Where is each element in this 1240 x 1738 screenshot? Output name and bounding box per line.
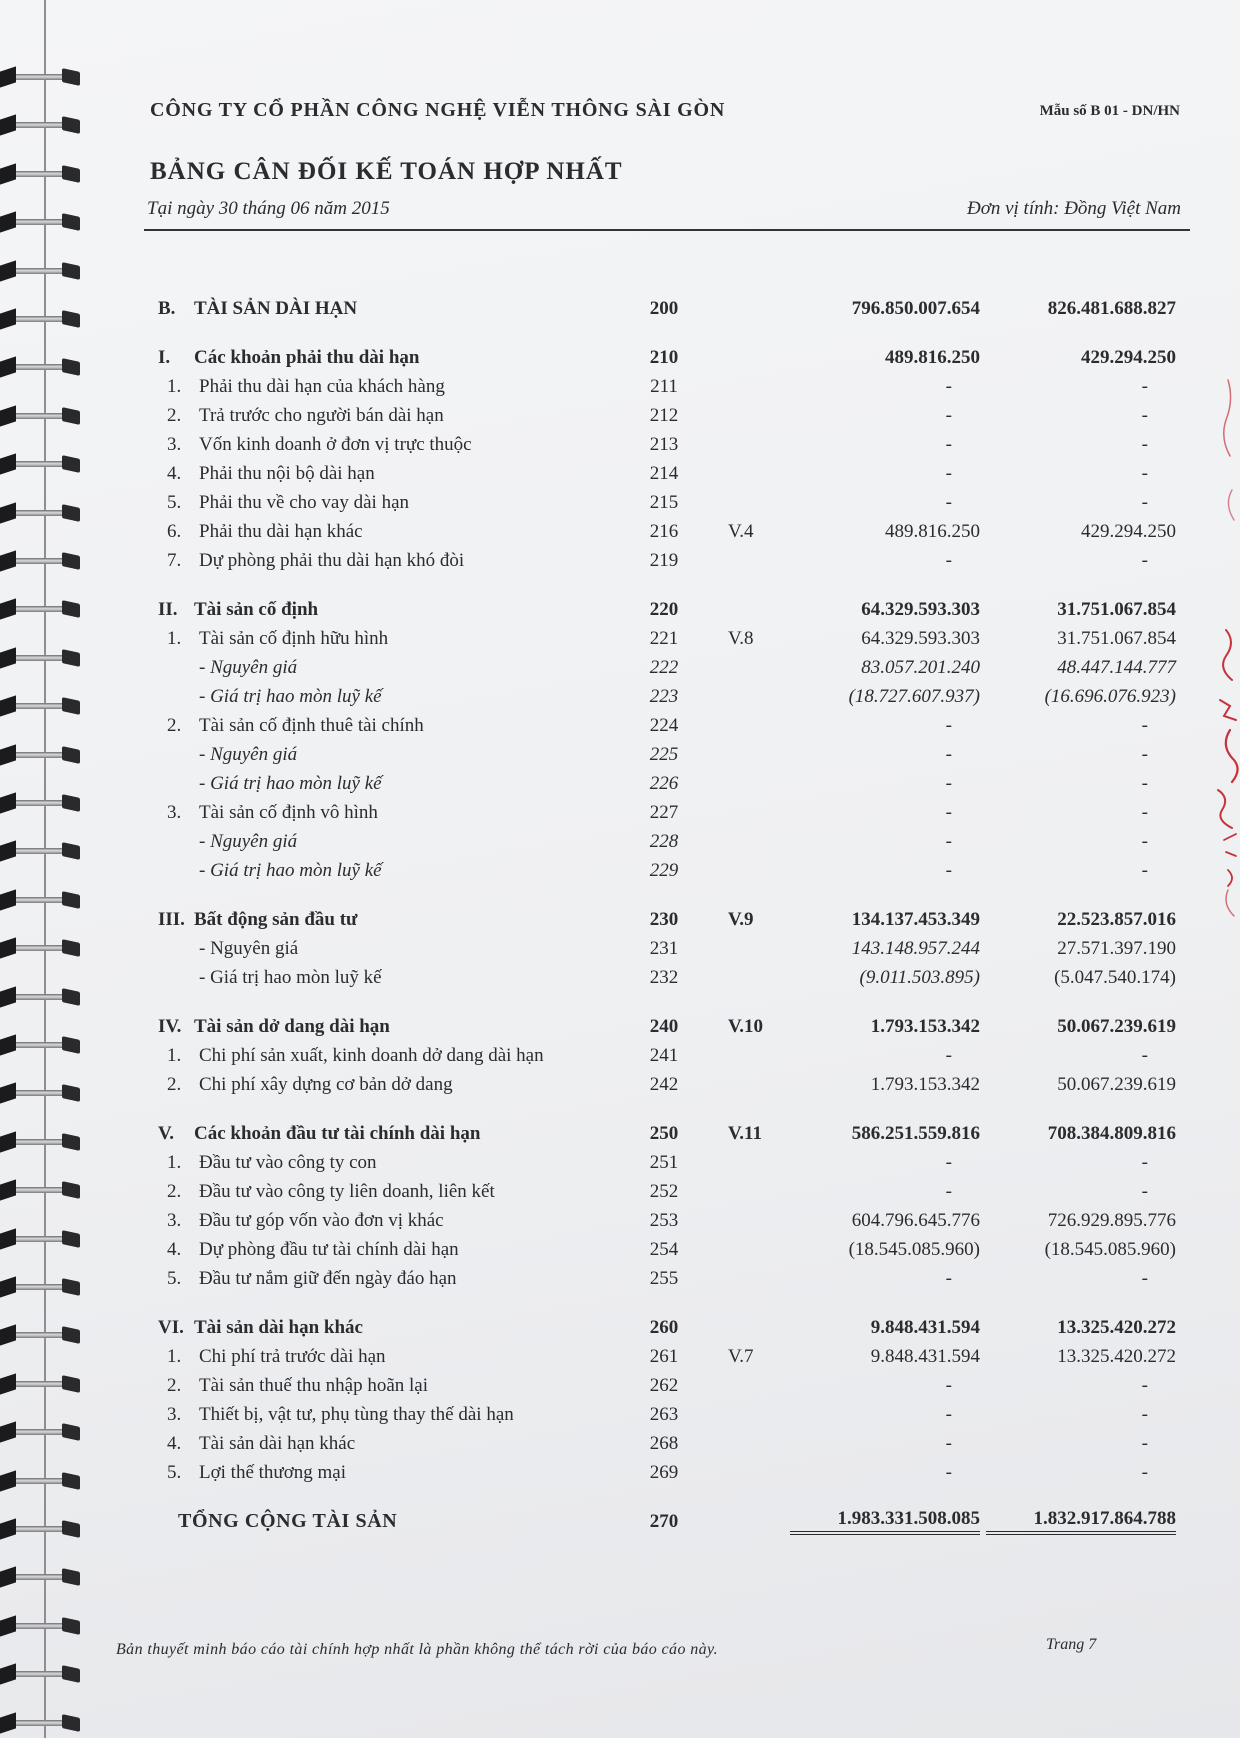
row-note: V.9 — [728, 909, 754, 930]
row-label: Dự phòng phải thu dài hạn khó đòi — [199, 550, 465, 571]
row-number: 5. — [167, 1462, 182, 1483]
binding-ring — [0, 1715, 82, 1731]
amount-col-2: 50.067.239.619 — [1057, 1074, 1176, 1095]
row-note: V.8 — [728, 628, 754, 649]
row-label: - Nguyên giá — [199, 938, 299, 959]
row-note: V.11 — [728, 1123, 762, 1144]
row-label: - Nguyên giá — [199, 657, 298, 678]
row-code: 211 — [650, 376, 678, 397]
row-number: 2. — [167, 1181, 182, 1202]
binding-ring — [0, 214, 82, 230]
row-label: Đầu tư vào công ty con — [199, 1152, 377, 1173]
binding-ring — [0, 1618, 82, 1634]
amount-col-2: - — [1141, 802, 1148, 823]
row-code: 228 — [649, 831, 679, 852]
amount-col-1: 64.329.593.303 — [861, 599, 980, 620]
amount-col-2: 13.325.420.272 — [1057, 1346, 1176, 1367]
amount-col-2: 726.929.895.776 — [1047, 1210, 1176, 1231]
line-item-row — [0, 1148, 1240, 1177]
row-code: 224 — [649, 715, 679, 736]
amount-col-2: - — [1141, 550, 1148, 571]
row-code: 270 — [649, 1511, 679, 1532]
row-label: Lợi thế thương mại — [199, 1462, 347, 1483]
currency-unit: Đơn vị tính: Đồng Việt Nam — [966, 198, 1181, 219]
amount-col-1: 9.848.431.594 — [870, 1346, 980, 1367]
binding-ring-hook — [62, 1665, 80, 1683]
row-label: Tài sản dở dang dài hạn — [194, 1016, 390, 1037]
line-item-row — [0, 1342, 1240, 1371]
amount-col-2: 826.481.688.827 — [1047, 298, 1176, 319]
row-code: 222 — [649, 657, 679, 678]
sub-item-row — [0, 653, 1240, 682]
row-number: 7. — [167, 550, 182, 571]
binding-ring-clip — [0, 163, 16, 184]
line-item-row — [0, 1458, 1240, 1487]
line-item-row — [0, 430, 1240, 459]
statement-date: Tại ngày 30 tháng 06 năm 2015 — [147, 198, 390, 219]
row-label: - Nguyên giá — [199, 831, 298, 852]
row-label: Bất động sản đầu tư — [194, 909, 358, 930]
row-number: 5. — [167, 1268, 182, 1289]
row-label: Các khoản đầu tư tài chính dài hạn — [194, 1123, 481, 1144]
binding-ring-clip — [0, 115, 16, 136]
amount-col-1: 489.816.250 — [885, 521, 980, 542]
form-code: Mẫu số B 01 - DN/HN — [1039, 103, 1180, 119]
binding-ring-hook — [62, 68, 80, 86]
amount-col-2: - — [1141, 715, 1148, 736]
row-code: 210 — [649, 347, 679, 368]
amount-col-2: 13.325.420.272 — [1057, 1317, 1176, 1338]
amount-col-1: - — [945, 434, 952, 455]
row-code: 251 — [649, 1152, 679, 1173]
amount-col-1: 586.251.559.816 — [851, 1123, 980, 1144]
row-label: Thiết bị, vật tư, phụ tùng thay thế dài hạn — [199, 1404, 514, 1425]
row-number: IV. — [158, 1016, 182, 1037]
row-label: Vốn kinh doanh ở đơn vị trực thuộc — [199, 434, 472, 455]
row-number: 3. — [167, 434, 182, 455]
row-label: - Giá trị hao mòn luỹ kế — [199, 773, 382, 794]
line-item-row — [0, 624, 1240, 653]
row-label: Dự phòng đầu tư tài chính dài hạn — [199, 1239, 459, 1260]
row-code: 226 — [649, 773, 679, 794]
company-name: CÔNG TY CỔ PHẦN CÔNG NGHỆ VIỄN THÔNG SÀI GÒN — [150, 99, 726, 121]
group-row — [0, 343, 1240, 372]
row-label: TỔNG CỘNG TÀI SẢN — [178, 1510, 398, 1532]
row-code: 213 — [649, 434, 679, 455]
row-code: 221 — [649, 628, 679, 649]
row-code: 252 — [649, 1181, 679, 1202]
row-number: 2. — [167, 715, 182, 736]
row-label: Chi phí xây dựng cơ bản dở dang — [199, 1074, 453, 1095]
row-code: 230 — [649, 909, 679, 930]
amount-col-1: - — [945, 550, 952, 571]
amount-col-1: - — [945, 1462, 952, 1483]
amount-col-2: - — [1141, 1152, 1148, 1173]
row-note: V.4 — [728, 521, 754, 542]
amount-col-1: - — [945, 376, 952, 397]
amount-col-2: 429.294.250 — [1081, 521, 1176, 542]
line-item-row — [0, 1371, 1240, 1400]
row-number: 4. — [167, 463, 182, 484]
binding-ring-clip — [0, 1712, 16, 1733]
row-number: 1. — [167, 628, 182, 649]
row-number: 4. — [167, 1433, 182, 1454]
balance-sheet-table — [0, 294, 1240, 1536]
page-number: Trang 7 — [1046, 1636, 1097, 1653]
amount-col-1: - — [945, 1268, 952, 1289]
line-item-row — [0, 488, 1240, 517]
row-code: 216 — [649, 521, 679, 542]
amount-col-1: - — [945, 744, 952, 765]
amount-col-1: - — [945, 802, 952, 823]
amount-col-2: (16.696.076.923) — [1044, 686, 1176, 707]
row-label: Phải thu nội bộ dài hạn — [199, 463, 375, 484]
row-number: 5. — [167, 492, 182, 513]
row-code: 200 — [649, 298, 679, 319]
row-code: 255 — [649, 1268, 679, 1289]
sub-item-row — [0, 682, 1240, 711]
line-item-row — [0, 517, 1240, 546]
row-label: Trả trước cho người bán dài hạn — [199, 405, 444, 426]
amount-col-2: 708.384.809.816 — [1047, 1123, 1176, 1144]
amount-col-2: 50.067.239.619 — [1057, 1016, 1176, 1037]
amount-col-1: 9.848.431.594 — [870, 1317, 980, 1338]
row-number: VI. — [158, 1317, 184, 1338]
row-label: Chi phí sản xuất, kinh doanh dở dang dài hạn — [199, 1045, 544, 1066]
binding-ring — [0, 69, 82, 85]
row-label: Tài sản cố định thuê tài chính — [199, 715, 424, 736]
amount-col-1: 143.148.957.244 — [851, 938, 980, 959]
row-code: 229 — [649, 860, 679, 881]
amount-col-2: (5.047.540.174) — [1054, 967, 1176, 988]
row-number: 3. — [167, 1404, 182, 1425]
row-label: - Giá trị hao mòn luỹ kế — [199, 686, 382, 707]
amount-col-2: 31.751.067.854 — [1057, 628, 1176, 649]
row-number: 1. — [167, 1346, 182, 1367]
line-item-row — [0, 1041, 1240, 1070]
row-code: 214 — [649, 463, 679, 484]
amount-col-2: - — [1141, 860, 1148, 881]
binding-ring-hook — [62, 1568, 80, 1586]
amount-col-1: 64.329.593.303 — [861, 628, 980, 649]
row-label: - Giá trị hao mòn luỹ kế — [199, 860, 382, 881]
amount-col-1: - — [945, 492, 952, 513]
row-label: Đầu tư vào công ty liên doanh, liên kết — [199, 1181, 495, 1202]
row-number: II. — [158, 599, 178, 620]
binding-ring-clip — [0, 66, 16, 87]
amount-col-1: - — [945, 405, 952, 426]
row-code: 254 — [649, 1239, 679, 1260]
row-number: 3. — [167, 1210, 182, 1231]
line-item-row — [0, 372, 1240, 401]
amount-col-1: 489.816.250 — [885, 347, 980, 368]
line-item-row — [0, 1177, 1240, 1206]
row-label: Đầu tư nắm giữ đến ngày đáo hạn — [199, 1268, 457, 1289]
row-number: I. — [158, 347, 171, 368]
total-row — [0, 1507, 1240, 1536]
row-code: 263 — [649, 1404, 679, 1425]
amount-col-1: 604.796.645.776 — [851, 1210, 980, 1231]
amount-col-2: - — [1141, 434, 1148, 455]
amount-col-2: 31.751.067.854 — [1057, 599, 1176, 620]
amount-col-1: - — [945, 1152, 952, 1173]
amount-col-2: 22.523.857.016 — [1057, 909, 1176, 930]
row-number: 1. — [167, 1045, 182, 1066]
binding-ring-clip — [0, 260, 16, 281]
row-code: 231 — [649, 938, 679, 959]
amount-col-1: - — [945, 773, 952, 794]
amount-col-1: 796.850.007.654 — [851, 298, 980, 319]
binding-ring-clip — [0, 1664, 16, 1685]
amount-col-1: - — [945, 1433, 952, 1454]
amount-col-1: 83.057.201.240 — [861, 657, 980, 678]
row-label: Các khoản phải thu dài hạn — [194, 347, 420, 368]
row-code: 227 — [649, 802, 679, 823]
amount-col-2: - — [1141, 1462, 1148, 1483]
line-item-row — [0, 1400, 1240, 1429]
row-label: Tài sản cố định hữu hình — [199, 628, 389, 649]
binding-ring-hook — [62, 213, 80, 231]
row-label: Phải thu dài hạn của khách hàng — [199, 376, 445, 397]
row-number: 3. — [167, 802, 182, 823]
row-number: V. — [158, 1123, 175, 1144]
row-label: Chi phí trả trước dài hạn — [199, 1346, 386, 1367]
amount-col-2: - — [1141, 492, 1148, 513]
footer-note: Bản thuyết minh báo cáo tài chính hợp nhất là phần không thể tách rời của báo cáo này. — [116, 1641, 719, 1658]
amount-col-2: - — [1141, 744, 1148, 765]
row-code: 241 — [649, 1045, 679, 1066]
amount-col-1: - — [945, 1404, 952, 1425]
amount-col-1: (18.727.607.937) — [848, 686, 980, 707]
row-number: 2. — [167, 1074, 182, 1095]
amount-col-2: - — [1141, 1045, 1148, 1066]
row-label: Tài sản cố định — [194, 599, 319, 620]
row-label: Tài sản dài hạn khác — [199, 1433, 356, 1454]
amount-col-2: - — [1141, 773, 1148, 794]
binding-ring-clip — [0, 212, 16, 233]
row-code: 250 — [649, 1123, 679, 1144]
amount-col-2: - — [1141, 376, 1148, 397]
row-code: 261 — [649, 1346, 679, 1367]
amount-col-1: 1.983.331.508.085 — [790, 1507, 980, 1535]
line-item-row — [0, 798, 1240, 827]
binding-ring — [0, 1569, 82, 1585]
group-row — [0, 1119, 1240, 1148]
amount-col-1: 1.793.153.342 — [870, 1016, 980, 1037]
row-note: V.10 — [728, 1016, 764, 1037]
amount-col-1: 1.793.153.342 — [870, 1074, 980, 1095]
line-item-row — [0, 1206, 1240, 1235]
sub-item-row — [0, 856, 1240, 885]
line-item-row — [0, 1070, 1240, 1099]
amount-col-2: - — [1141, 831, 1148, 852]
amount-col-2: - — [1141, 405, 1148, 426]
row-label: Đầu tư góp vốn vào đơn vị khác — [199, 1210, 444, 1231]
amount-col-1: - — [945, 860, 952, 881]
line-item-row — [0, 1429, 1240, 1458]
row-note: V.7 — [728, 1346, 754, 1367]
group-row — [0, 1012, 1240, 1041]
amount-col-2: - — [1141, 1375, 1148, 1396]
row-code: 260 — [649, 1317, 679, 1338]
row-number: 1. — [167, 1152, 182, 1173]
row-label: Tài sản thuế thu nhập hoãn lại — [199, 1375, 428, 1396]
line-item-row — [0, 711, 1240, 740]
row-label: - Giá trị hao mòn luỹ kế — [199, 967, 382, 988]
amount-col-2: - — [1141, 463, 1148, 484]
binding-ring-clip — [0, 1567, 16, 1588]
binding-ring-hook — [62, 116, 80, 134]
row-code: 262 — [649, 1375, 679, 1396]
row-label: Tài sản dài hạn khác — [194, 1317, 363, 1338]
binding-ring-clip — [0, 1615, 16, 1636]
amount-col-2: 27.571.397.190 — [1057, 938, 1176, 959]
row-code: 240 — [649, 1016, 679, 1037]
sub-item-row — [0, 934, 1240, 963]
row-code: 242 — [649, 1074, 679, 1095]
line-item-row — [0, 546, 1240, 575]
amount-col-2: 48.447.144.777 — [1057, 657, 1176, 678]
line-item-row — [0, 1264, 1240, 1293]
amount-col-1: (9.011.503.895) — [859, 967, 980, 988]
amount-col-2: - — [1141, 1181, 1148, 1202]
sub-item-row — [0, 740, 1240, 769]
row-code: 269 — [649, 1462, 679, 1483]
row-number: 1. — [167, 376, 182, 397]
statement-title: BẢNG CÂN ĐỐI KẾ TOÁN HỢP NHẤT — [150, 158, 623, 185]
row-code: 225 — [649, 744, 679, 765]
amount-col-1: - — [945, 1045, 952, 1066]
amount-col-1: - — [945, 831, 952, 852]
amount-col-2: - — [1141, 1433, 1148, 1454]
group-row — [0, 1313, 1240, 1342]
row-code: 232 — [649, 967, 679, 988]
section-row — [0, 294, 1240, 323]
row-label: Phải thu dài hạn khác — [199, 521, 363, 542]
sub-item-row — [0, 827, 1240, 856]
row-number: 4. — [167, 1239, 182, 1260]
row-number: III. — [158, 909, 185, 930]
group-row — [0, 905, 1240, 934]
binding-ring-hook — [62, 1617, 80, 1635]
amount-col-2: - — [1141, 1404, 1148, 1425]
amount-col-1: (18.545.085.960) — [848, 1239, 980, 1260]
row-label: TÀI SẢN DÀI HẠN — [194, 298, 358, 319]
row-number: 2. — [167, 1375, 182, 1396]
row-label: - Nguyên giá — [199, 744, 298, 765]
row-number: 6. — [167, 521, 182, 542]
amount-col-1: - — [945, 715, 952, 736]
binding-ring-hook — [62, 1714, 80, 1732]
amount-col-1: - — [945, 1375, 952, 1396]
row-code: 223 — [649, 686, 679, 707]
sub-item-row — [0, 769, 1240, 798]
amount-col-1: - — [945, 463, 952, 484]
header-divider — [144, 229, 1190, 231]
row-number: 2. — [167, 405, 182, 426]
row-code: 253 — [649, 1210, 679, 1231]
row-label: Phải thu về cho vay dài hạn — [199, 492, 410, 513]
row-code: 268 — [649, 1433, 679, 1454]
line-item-row — [0, 1235, 1240, 1264]
line-item-row — [0, 401, 1240, 430]
amount-col-1: 134.137.453.349 — [851, 909, 980, 930]
red-stamp-fragment — [1208, 370, 1240, 950]
row-code: 215 — [649, 492, 679, 513]
group-row — [0, 595, 1240, 624]
binding-ring — [0, 166, 82, 182]
binding-ring-hook — [62, 262, 80, 280]
sub-item-row — [0, 963, 1240, 992]
binding-ring — [0, 1666, 82, 1682]
binding-ring — [0, 117, 82, 133]
line-item-row — [0, 459, 1240, 488]
amount-col-2: 429.294.250 — [1081, 347, 1176, 368]
amount-col-2: 1.832.917.864.788 — [986, 1507, 1176, 1535]
amount-col-2: (18.545.085.960) — [1044, 1239, 1176, 1260]
row-code: 212 — [649, 405, 679, 426]
row-label: Tài sản cố định vô hình — [199, 802, 378, 823]
row-code: 219 — [649, 550, 679, 571]
binding-ring-hook — [62, 165, 80, 183]
binding-ring — [0, 263, 82, 279]
amount-col-1: - — [945, 1181, 952, 1202]
row-code: 220 — [649, 599, 679, 620]
row-number: B. — [158, 298, 176, 319]
amount-col-2: - — [1141, 1268, 1148, 1289]
